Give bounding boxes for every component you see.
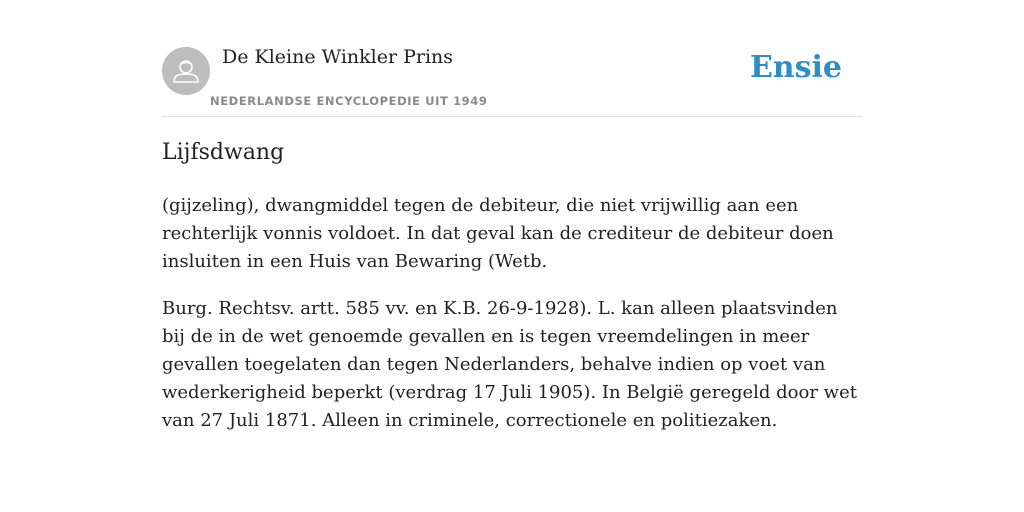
ensie-card <box>162 0 862 512</box>
source-name[interactable]: De Kleine Winkler Prins <box>222 46 454 68</box>
user-icon-graphic <box>162 47 210 95</box>
article-title: Lijfsdwang <box>162 140 285 165</box>
article-paragraph: Burg. Rechtsv. artt. 585 vv. en K.B. 26-9-1928). L. kan alleen plaatsvinden bij de in de wet genoemde gevallen en is tegen vreemdelingen in meer gevallen toegelaten dan tegen Nederlanders, behalve indien op voet van wederkerigheid beperkt (verdrag 17 Juli 1905). In België geregeld door wet van 27 Juli 1871. Alleen in criminele, correctionele en politiezaken. <box>162 298 857 431</box>
card-header <box>162 0 862 117</box>
article-body <box>162 192 866 454</box>
user-icon[interactable] <box>162 47 210 95</box>
brand-logo-link[interactable]: Ensie <box>749 50 842 85</box>
article-paragraph: (gijzeling), dwangmiddel tegen de debiteur, die niet vrijwillig aan een rechterlijk vonnis voldoet. In dat geval kan de crediteur de debiteur doen insluiten in een Huis van Bewaring (Wetb. <box>162 195 834 272</box>
source-subtitle: NEDERLANDSE ENCYCLOPEDIE UIT 1949 <box>210 94 488 108</box>
